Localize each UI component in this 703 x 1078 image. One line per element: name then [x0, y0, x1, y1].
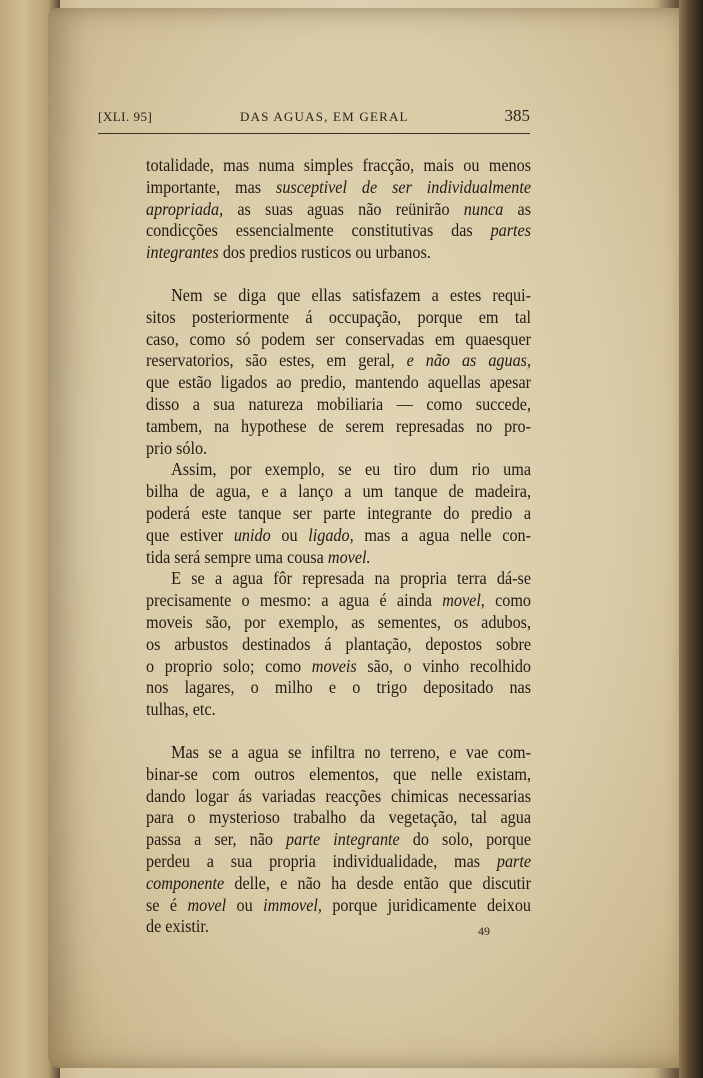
text-run: ou: [270, 524, 309, 545]
text-run: totalidade, mas numa simples fracção, mais ou menos: [146, 155, 532, 175]
text-line: [146, 547, 531, 569]
italic-run: apropriada,: [146, 198, 224, 219]
text-run: bilha de agua, e a lanço a um tanque de madeira,: [146, 481, 532, 502]
text-run: moveis são, por exemplo, as sementes, os adubos,: [146, 611, 532, 632]
text-run: tulhas, etc.: [146, 699, 216, 720]
text-run: disso a sua natureza mobiliaria — como succede,: [146, 393, 532, 414]
italic-run: parte: [496, 850, 532, 871]
text-run: que estão ligados ao predio, mantendo aquellas apesar: [146, 372, 532, 393]
text-run: como: [484, 590, 532, 611]
italic-run: unido: [233, 524, 271, 545]
text-run: binar-se com outros elementos, que nelle existam,: [146, 763, 532, 784]
text-run: o proprio solo; como: [146, 655, 312, 676]
italic-run: integrantes: [146, 242, 219, 263]
book-cover-edge: [679, 0, 703, 1078]
text-line: [146, 764, 531, 786]
text-line: [146, 394, 531, 416]
header-rule: [98, 133, 530, 134]
text-line: [146, 220, 531, 242]
paragraph: [146, 285, 531, 459]
text-run: condicções essencialmente constitutivas das: [146, 220, 491, 241]
text-run: sitos posteriormente á occupação, porque em tal: [146, 306, 532, 327]
text-line: [146, 242, 531, 264]
section-reference: [XLI. 95]: [98, 109, 153, 124]
text-line: [146, 481, 531, 503]
text-line: [146, 350, 531, 372]
text-line: [146, 873, 531, 895]
text-run: nos lagares, o milho e o trigo depositado nas: [146, 677, 532, 698]
page-header: [98, 106, 530, 128]
italic-run: parte integrante: [286, 829, 400, 850]
text-line: [146, 503, 531, 525]
italic-run: movel.: [327, 546, 371, 567]
text-line: [146, 199, 531, 221]
text-line: [146, 307, 531, 329]
text-run: mas a agua nelle con-: [353, 524, 532, 545]
text-line: [146, 438, 531, 460]
page-number: 385: [504, 106, 530, 125]
paragraph: [146, 742, 531, 938]
italic-run: movel: [187, 894, 227, 915]
italic-run: susceptivel de ser individualmente: [276, 176, 532, 197]
text-run: Assim, por exemplo, se eu tiro dum rio uma: [171, 459, 532, 480]
text-run: porque juridicamente deixou: [321, 894, 532, 915]
text-run: as suas aguas não reünirão: [223, 198, 464, 219]
text-run: importante, mas: [146, 176, 277, 197]
text-line: [146, 612, 531, 634]
text-run: as: [503, 198, 532, 219]
text-line: [146, 285, 531, 307]
text-run: os arbustos destinados á plantação, depostos sobre: [146, 633, 532, 654]
italic-run: moveis: [311, 655, 357, 676]
text-run: delle, e não ha desde então que discutir: [224, 872, 532, 893]
text-run: reservatorios, são estes, em geral,: [146, 350, 407, 371]
text-run: passa a ser, não: [146, 829, 287, 850]
text-line: [146, 568, 531, 590]
running-title: DAS AGUAS, EM GERAL: [240, 109, 409, 124]
text-run: tambem, na hypothese de serem represadas no pro-: [146, 415, 532, 436]
text-line: [146, 155, 531, 177]
signature-mark: 49: [478, 924, 490, 938]
text-run: são, o vinho recolhido: [356, 655, 532, 676]
paragraph: [146, 155, 531, 264]
text-run: Mas se a agua se infiltra no terreno, e vae com-: [171, 741, 532, 762]
text-line: [146, 677, 531, 699]
italic-run: componente: [146, 872, 225, 893]
text-run: dos predios rusticos ou urbanos.: [218, 242, 431, 263]
text-run: do solo, porque: [399, 829, 532, 850]
paragraph: [146, 568, 531, 721]
text-line: [146, 829, 531, 851]
text-run: perdeu a sua propria individualidade, mas: [146, 850, 497, 871]
text-line: [146, 895, 531, 917]
text-line: [146, 656, 531, 678]
text-run: poderá este tanque ser parte integrante do predio a: [146, 502, 532, 523]
text-line: [146, 372, 531, 394]
text-line: [146, 699, 531, 721]
text-line: [146, 807, 531, 829]
text-line: [146, 177, 531, 199]
body-text: [146, 155, 531, 938]
text-line: [146, 329, 531, 351]
text-run: Nem se diga que ellas satisfazem a estes requi-: [171, 284, 532, 305]
text-line: [146, 851, 531, 873]
text-run: ou: [226, 894, 264, 915]
text-run: precisamente o mesmo: a agua é ainda: [146, 590, 443, 611]
italic-run: immovel,: [263, 894, 322, 915]
text-run: dando logar ás variadas reacções chimicas necessarias: [146, 785, 532, 806]
italic-run: partes: [490, 220, 532, 241]
text-run: que estiver: [146, 524, 234, 545]
text-line: [146, 525, 531, 547]
text-line: [146, 416, 531, 438]
italic-run: e não as aguas,: [406, 350, 532, 371]
text-line: [146, 459, 531, 481]
paragraph: [146, 459, 531, 568]
text-run: prio sólo.: [146, 437, 208, 458]
text-run: para o mysterioso trabalho da vegetação, tal agua: [146, 807, 532, 828]
italic-run: ligado,: [308, 524, 354, 545]
text-line: [146, 916, 531, 938]
italic-run: nunca: [463, 198, 504, 219]
text-line: [146, 590, 531, 612]
text-run: de existir.: [146, 916, 209, 937]
text-line: [146, 742, 531, 764]
text-run: tida será sempre uma cousa: [146, 546, 328, 567]
text-line: [146, 786, 531, 808]
text-run: E se a agua fôr represada na propria terra dá-se: [171, 568, 532, 589]
italic-run: movel,: [442, 590, 485, 611]
text-line: [146, 634, 531, 656]
text-run: caso, como só podem ser conservadas em quaesquer: [146, 328, 532, 349]
text-run: se é: [146, 894, 188, 915]
